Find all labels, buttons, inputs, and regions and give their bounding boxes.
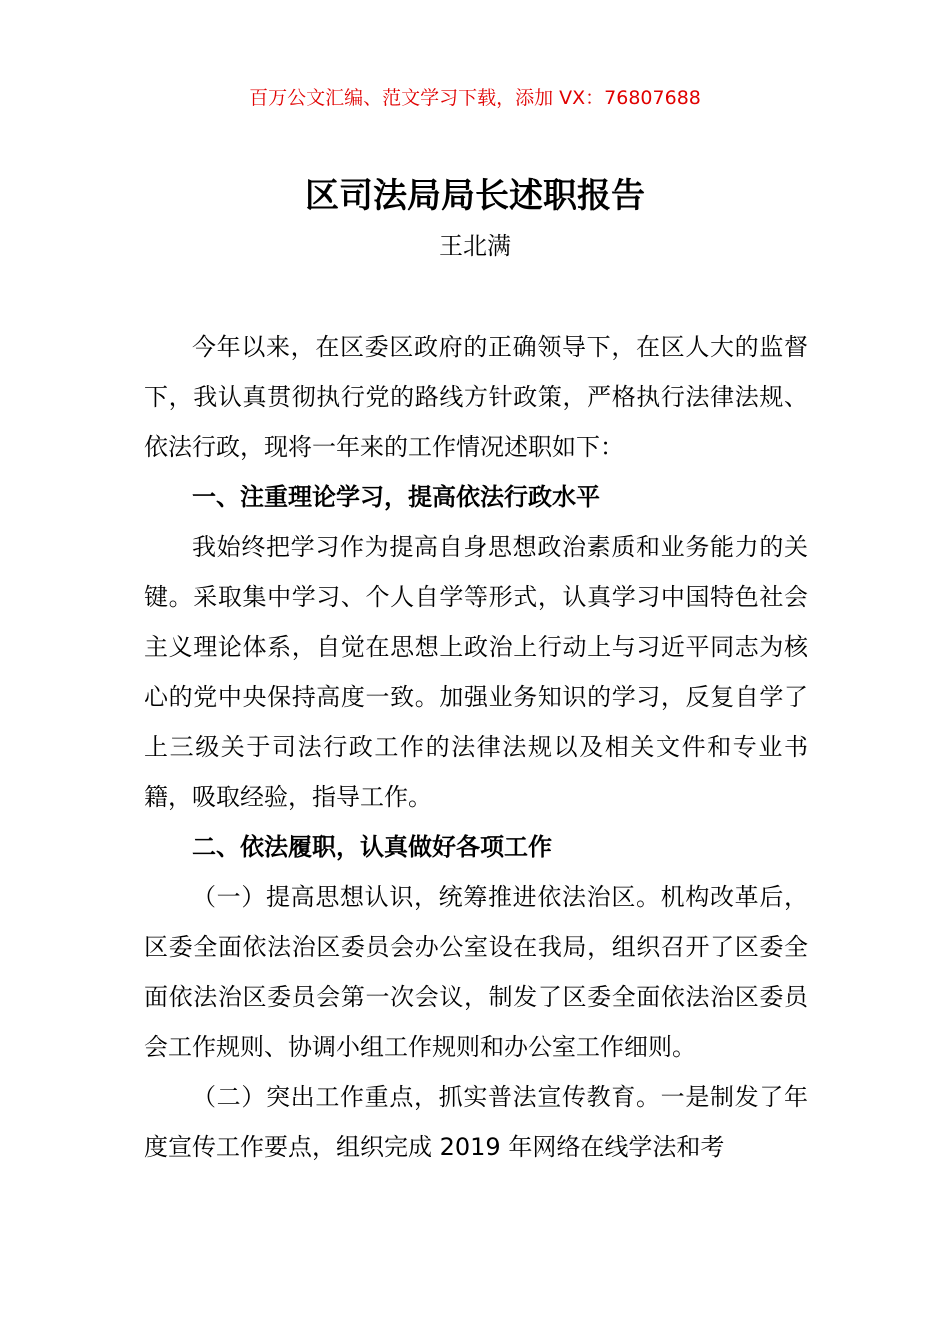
document-body bbox=[144, 322, 808, 1172]
paragraph-study: 我始终把学习作为提高自身思想政治素质和业务能力的关键。采取集中学习、个人自学等形式，认真学习中国特色社会主义理论体系，自觉在思想上政治上行动上与习近平同志为核心的党中央保持高度一致。加强业务知识的学习，反复自学了上三级关于司法行政工作的法律法规以及相关文件和专业书籍，吸取经验，指导工作。 bbox=[144, 533, 808, 811]
watermark-text: 百万公文汇编、范文学习下载，添加 VX：76807688 bbox=[249, 87, 701, 109]
paragraph-item-1: （一）提高思想认识，统筹推进依法治区。机构改革后，区委全面依法治区委员会办公室设在我局，组织召开了区委全面依法治区委员会第一次会议，制发了区委全面依法治区委员会工作规则、协调小组工作规则和办公室工作细则。 bbox=[144, 883, 808, 1061]
document-author: 王北满 bbox=[439, 232, 511, 260]
section-heading-2: 二、依法履职，认真做好各项工作 bbox=[192, 833, 552, 861]
document-title: 区司法局局长述职报告 bbox=[305, 176, 645, 216]
paragraph-intro: 今年以来，在区委区政府的正确领导下，在区人大的监督下，我认真贯彻执行党的路线方针政策，严格执行法律法规、依法行政，现将一年来的工作情况述职如下： bbox=[144, 333, 808, 461]
section-heading-1: 一、注重理论学习，提高依法行政水平 bbox=[192, 483, 600, 511]
paragraph-item-2: （二）突出工作重点，抓实普法宣传教育。一是制发了年度宣传工作要点，组织完成 2019 年网络在线学法和考 bbox=[144, 1083, 808, 1161]
